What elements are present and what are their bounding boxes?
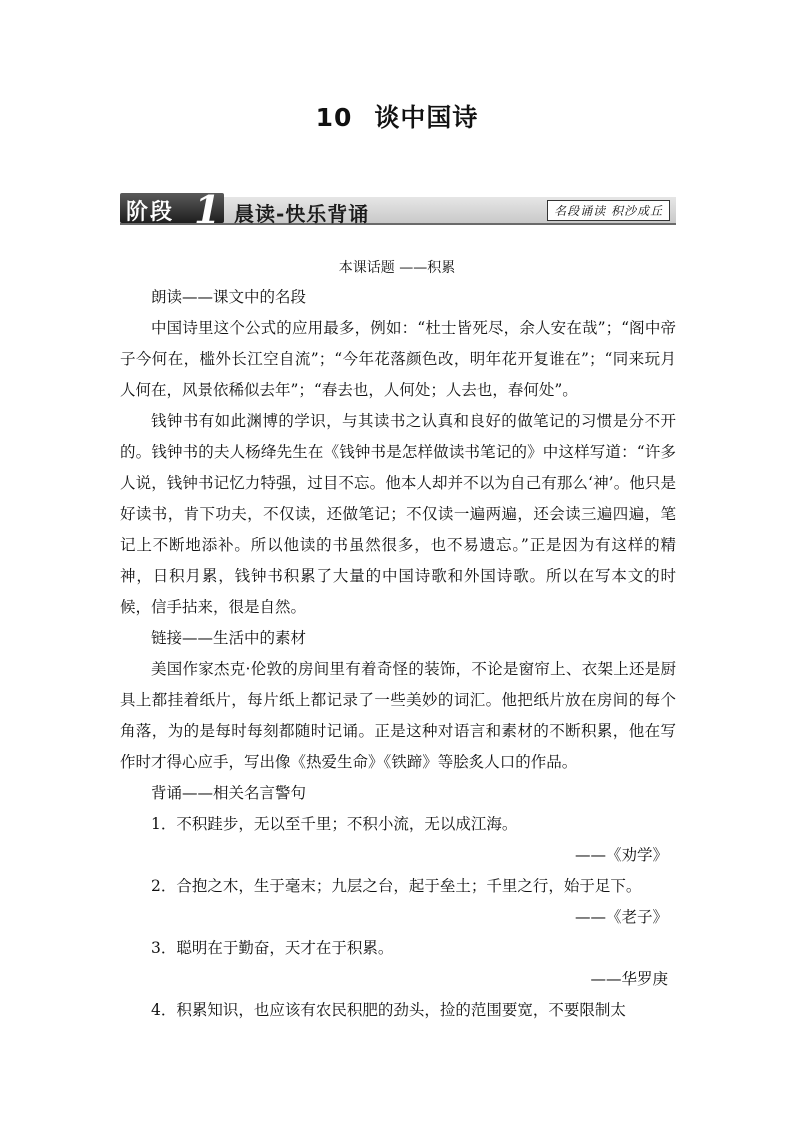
quote-3-source: ——华罗庚 — [590, 970, 668, 988]
stage-heading: 晨读-快乐背诵 — [234, 202, 370, 226]
reading-paragraph-1: 中国诗里这个公式的应用最多，例如：“杜士皆死尽，余人安在哉”；“阁中帝子今何在，槛外长江空自流”；“今年花落颜色改，明年花开复谁在”；“同来玩月人何在，风景依稀似去年”；“春去也，人何处；人去也，春何处”。 — [120, 319, 676, 399]
lesson-number: 10 — [315, 103, 353, 132]
reading-paragraph-2: 钱钟书有如此渊博的学识，与其读书之认真和良好的做笔记的习惯是分不开的。钱钟书的夫人杨绛先生在《钱钟书是怎样做读书笔记的》中这样写道：“许多人说，钱钟书记忆力特强，过目不忘。他本人却并不以为自己有那么‘神’。他只是好读书，肯下功夫，不仅读，还做笔记；不仅读一遍两遍，还会读三遍四遍，笔记上不断地添补。所以他读的书虽然很多，也不易遗忘。”正是因为有这样的精神，日积月累，钱钟书积累了大量的中国诗歌和外国诗歌。所以在写本文的时候，信手拈来，很是自然。 — [120, 412, 676, 616]
recite-label: 背诵——相关名言警句 — [151, 784, 307, 802]
stage-label: 阶段 — [126, 200, 175, 225]
lesson-title: 谈中国诗 — [374, 103, 479, 132]
link-paragraph: 美国作家杰克·伦敦的房间里有着奇怪的装饰，不论是窗帘上、衣架上还是厨具上都挂着纸片，每片纸上都记录了一些美妙的词汇。他把纸片放在房间的每个角落，为的是每时每刻都随时记诵。正是这种对语言和素材的不断积累，他在写作时才得心应手，写出像《热爱生命》《铁蹄》等脍炙人口的作品。 — [120, 660, 676, 771]
stage-motto: 名段诵读 积沙成丘 — [547, 200, 670, 221]
quote-1: 1．不积跬步，无以至千里；不积小流，无以成江海。 — [151, 815, 518, 833]
stage-number: 1 — [194, 187, 221, 232]
stage-banner — [120, 187, 676, 232]
page-title — [0, 98, 794, 134]
link-label: 链接——生活中的素材 — [151, 629, 307, 647]
quote-2-source: ——《老子》 — [574, 908, 668, 926]
quote-3: 3．聪明在于勤奋，天才在于积累。 — [151, 939, 394, 957]
topic-line: 本课话题 ——积累 — [338, 260, 456, 276]
quote-4: 4．积累知识，也应该有农民积肥的劲头，捡的范围要宽，不要限制太 — [151, 1001, 626, 1019]
content-body — [120, 282, 676, 1026]
quote-2: 2．合抱之木，生于毫末；九层之台，起于垒土；千里之行，始于足下。 — [151, 877, 642, 895]
quote-1-source: ——《劝学》 — [574, 846, 668, 864]
stage-badge — [120, 187, 224, 232]
reading-label: 朗读——课文中的名段 — [151, 288, 307, 306]
